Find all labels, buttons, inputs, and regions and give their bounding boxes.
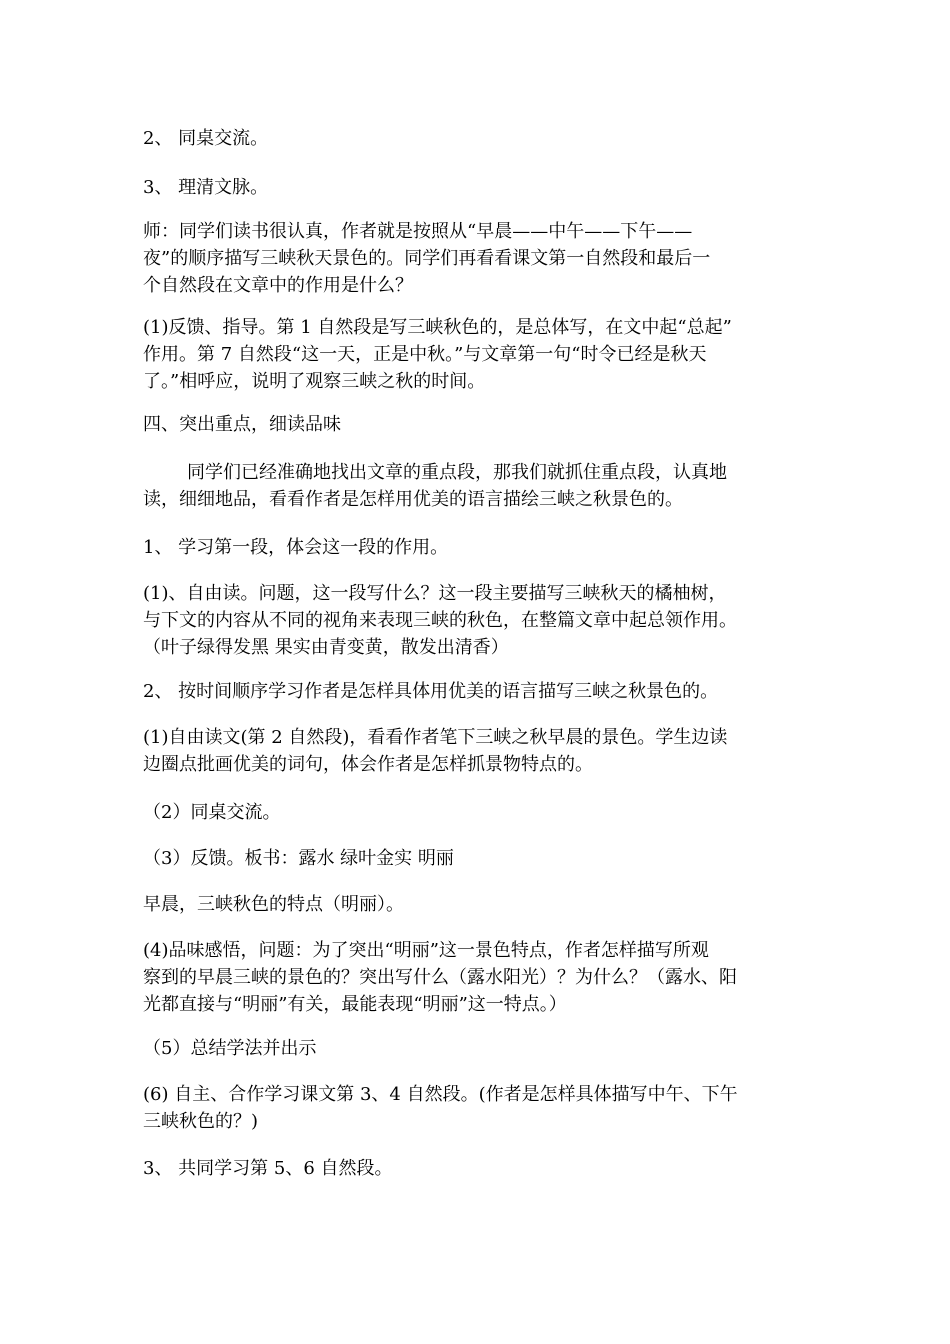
paragraph-appreciation	[143, 937, 823, 1018]
text-line: 3、 理清文脉。	[143, 177, 269, 198]
text-line: 了。”相呼应，说明了观察三峡之秋的时间。	[143, 371, 486, 392]
text-line: (1)、自由读。问题，这一段写什么？这一段主要描写三峡秋天的橘柚树，	[143, 583, 727, 604]
text-line: (4)品味感悟，问题：为了突出“明丽”这一景色特点，作者怎样描写所观	[143, 940, 709, 961]
text-line: 同学们已经准确地找出文章的重点段，那我们就抓住重点段，认真地	[187, 462, 727, 483]
text-line: （3）反馈。板书：露水 绿叶金实 明丽	[143, 848, 454, 869]
text-line: (6) 自主、合作学习课文第 3、4 自然段。(作者是怎样具体描写中午、下午	[143, 1084, 738, 1105]
text-line: 3、 共同学习第 5、6 自然段。	[143, 1158, 393, 1179]
paragraph-teacher-question	[143, 218, 823, 299]
text-line: 2、 按时间顺序学习作者是怎样具体用优美的语言描写三峡之秋景色的。	[143, 681, 719, 702]
text-line: 夜”的顺序描写三峡秋天景色的。同学们再看看课文第一自然段和最后一	[143, 248, 711, 269]
text-line: 1、 学习第一段，体会这一段的作用。	[143, 537, 449, 558]
paragraph-item-1	[143, 534, 823, 561]
text-line: 读，细细地品，看看作者是怎样用优美的语言描绘三峡之秋景色的。	[143, 489, 683, 510]
text-line: 四、突出重点，细读品味	[143, 414, 341, 435]
paragraph-free-reading	[143, 580, 823, 661]
paragraph-feedback	[143, 314, 823, 395]
text-line: 作用。第 7 自然段“这一天，正是中秋。”与文章第一句“时令已经是秋天	[143, 344, 707, 365]
paragraph-item-3-study	[143, 1155, 823, 1182]
text-line: (1)自由读文(第 2 自然段)，看看作者笔下三峡之秋早晨的景色。学生边读	[143, 727, 728, 748]
text-line: 察到的早晨三峡的景色的？突出写什么（露水阳光）？为什么？（露水、阳	[143, 967, 737, 988]
paragraph-morning	[143, 891, 823, 918]
paragraph-item-2-time	[143, 678, 823, 705]
paragraph-desk-exchange	[143, 799, 823, 826]
paragraph-self-study	[143, 1081, 823, 1135]
text-line: (1)反馈、指导。第 1 自然段是写三峡秋色的，是总体写，在文中起“总起”	[143, 317, 732, 338]
paragraph-intro	[143, 459, 823, 513]
text-line: （2）同桌交流。	[143, 802, 281, 823]
text-line: 2、 同桌交流。	[143, 128, 269, 149]
text-line: （叶子绿得发黑 果实由青变黄，散发出清香）	[143, 637, 509, 658]
section-heading	[143, 411, 823, 438]
paragraph-item-3	[143, 174, 823, 201]
paragraph-item-2	[143, 125, 823, 152]
text-line: 早晨，三峡秋色的特点（明丽）。	[143, 894, 404, 915]
text-line: 与下文的内容从不同的视角来表现三峡的秋色，在整篇文章中起总领作用。	[143, 610, 737, 631]
paragraph-board	[143, 845, 823, 872]
text-line: （5）总结学法并出示	[143, 1038, 317, 1059]
text-line: 个自然段在文章中的作用是什么？	[143, 275, 413, 296]
paragraph-summary	[143, 1035, 823, 1062]
text-line: 边圈点批画优美的词句，体会作者是怎样抓景物特点的。	[143, 754, 593, 775]
text-line: 三峡秋色的？)	[143, 1111, 259, 1132]
paragraph-read-text	[143, 724, 823, 778]
text-line: 师：同学们读书很认真，作者就是按照从“早晨——中午——下午——	[143, 221, 693, 242]
text-line: 光都直接与“明丽”有关，最能表现“明丽”这一特点。）	[143, 994, 567, 1015]
